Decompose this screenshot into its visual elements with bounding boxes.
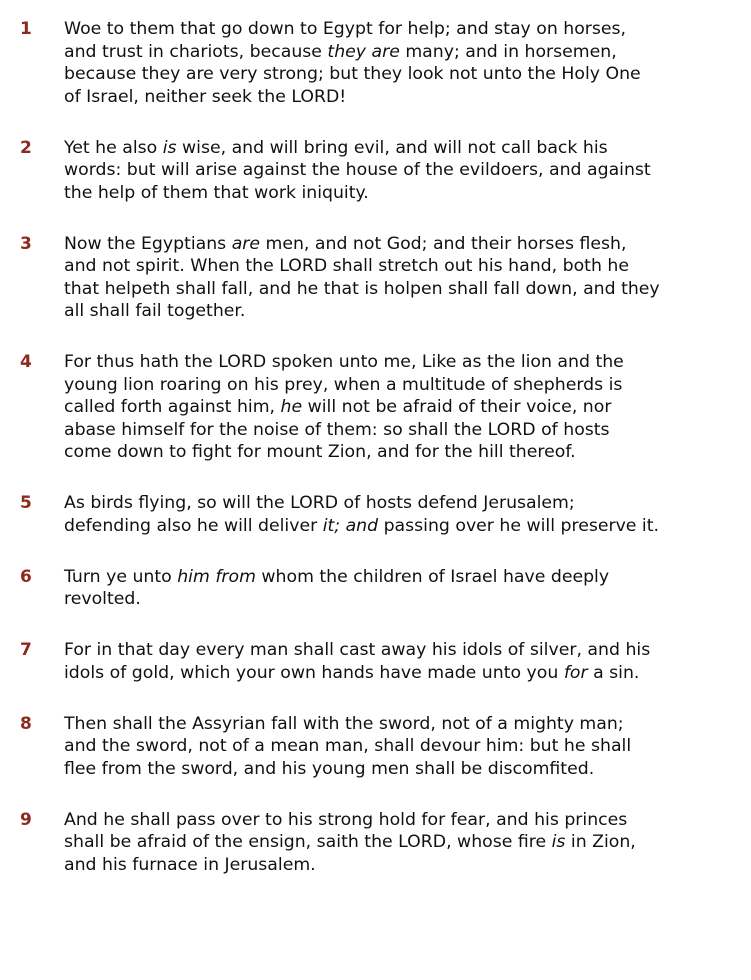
- verse: [0, 566, 751, 611]
- text-segment: of Israel, neither seek the LORD!: [64, 86, 347, 107]
- verse-line: [64, 662, 736, 685]
- verse: [0, 233, 751, 323]
- verse-text: [64, 233, 736, 323]
- text-segment: defending also he will deliver: [64, 515, 323, 536]
- text-segment: idols of gold, which your own hands have made unto you: [64, 662, 564, 683]
- verse-number: 7: [20, 640, 32, 660]
- verse-number: 3: [20, 233, 32, 254]
- verse-line: [64, 396, 736, 419]
- verse-line: [64, 831, 736, 854]
- text-segment: shall be afraid of the ensign, saith the LORD, whose fire: [64, 832, 552, 852]
- text-segment: men, and not God; and their horses flesh,: [260, 233, 627, 254]
- text-segment: Now the Egyptians: [64, 233, 232, 254]
- verse-text: [64, 713, 736, 781]
- verse-number: 9: [20, 809, 32, 830]
- verse-text: [64, 137, 736, 205]
- verse-line: [64, 735, 736, 758]
- text-segment: Woe to them that go down to Egypt for help; and stay on horses,: [64, 19, 627, 39]
- text-segment: and the sword, not of a mean man, shall devour him: but he shall: [64, 736, 632, 756]
- verse-line: [64, 374, 736, 397]
- verse-line: [64, 758, 736, 781]
- verse-number: 5: [20, 493, 32, 513]
- verse-number: 2: [20, 137, 32, 158]
- verse: [0, 137, 751, 205]
- verse-number: 8: [20, 713, 32, 734]
- verse-line: [64, 159, 736, 182]
- verse: [0, 351, 751, 464]
- verse-text: [64, 566, 736, 611]
- verse-number: 1: [20, 19, 32, 39]
- verse-line: [64, 713, 736, 736]
- text-segment: come down to fight for mount Zion, and for the hill thereof.: [64, 442, 576, 462]
- italic-text: he: [280, 397, 303, 417]
- verse-line: [64, 86, 736, 109]
- verse-line: [64, 233, 736, 256]
- verse-line: [64, 255, 736, 278]
- verse-line: [64, 300, 736, 323]
- verse: [0, 639, 751, 684]
- verse-line: [64, 137, 736, 160]
- verse-line: [64, 41, 736, 64]
- text-segment: For in that day every man shall cast away his idols of silver, and his: [64, 640, 651, 660]
- text-segment: will not be afraid of their voice, nor: [302, 397, 612, 417]
- verse-line: [64, 854, 736, 877]
- text-segment: revolted.: [64, 589, 141, 609]
- text-segment: the help of them that work iniquity.: [64, 182, 369, 203]
- verse-text: [64, 351, 736, 464]
- verse-line: [64, 809, 736, 832]
- verse-line: [64, 588, 736, 611]
- text-segment: because they are very strong; but they look not unto the Holy One: [64, 64, 641, 84]
- text-segment: in Zion,: [565, 832, 636, 852]
- italic-text: for: [563, 662, 588, 683]
- text-segment: Then shall the Assyrian fall with the sword, not of a mighty man;: [64, 713, 624, 734]
- verse: [0, 713, 751, 781]
- verse-line: [64, 419, 736, 442]
- verse-text: [64, 809, 736, 877]
- text-segment: that helpeth shall fall, and he that is holpen shall fall down, and they: [64, 278, 660, 299]
- text-segment: whom the children of Israel have deeply: [255, 566, 610, 587]
- text-segment: As birds flying, so will the LORD of hosts defend Jerusalem;: [64, 493, 575, 513]
- text-segment: For thus hath the LORD spoken unto me, Like as the lion and the: [64, 352, 624, 372]
- text-segment: and not spirit. When the LORD shall stretch out his hand, both he: [64, 256, 629, 276]
- verse-line: [64, 351, 736, 374]
- verse-number: 4: [20, 352, 32, 372]
- italic-text: are: [231, 233, 261, 254]
- text-segment: many; and in horsemen,: [399, 41, 617, 62]
- verse-line: [64, 492, 736, 515]
- verse-line: [64, 18, 736, 41]
- text-segment: called forth against him,: [64, 397, 281, 417]
- text-segment: flee from the sword, and his young men shall be discomfited.: [64, 758, 595, 779]
- verse-list: [0, 18, 751, 905]
- text-segment: Yet he also: [64, 137, 163, 158]
- italic-text: him from: [177, 566, 256, 587]
- italic-text: is: [162, 137, 177, 158]
- text-segment: Turn ye unto: [64, 566, 178, 587]
- text-segment: all shall fail together.: [64, 301, 246, 321]
- text-segment: abase himself for the noise of them: so shall the LORD of hosts: [64, 419, 610, 440]
- verse-line: [64, 515, 736, 538]
- text-segment: a sin.: [587, 662, 640, 683]
- italic-text: they are: [327, 41, 400, 62]
- text-segment: words: but will arise against the house of the evildoers, and against: [64, 160, 651, 180]
- text-segment: wise, and will bring evil, and will not call back his: [176, 137, 608, 158]
- text-segment: passing over he will preserve it.: [378, 515, 659, 536]
- verse-line: [64, 63, 736, 86]
- text-segment: and trust in chariots, because: [64, 41, 328, 62]
- verse: [0, 809, 751, 877]
- verse-text: [64, 18, 736, 108]
- verse-line: [64, 182, 736, 205]
- italic-text: is: [551, 832, 566, 852]
- text-segment: young lion roaring on his prey, when a multitude of shepherds is: [64, 374, 623, 395]
- text-segment: and his furnace in Jerusalem.: [64, 854, 316, 875]
- verse-line: [64, 566, 736, 589]
- verse: [0, 18, 751, 108]
- verse-line: [64, 278, 736, 301]
- verse-number: 6: [20, 566, 32, 587]
- verse-line: [64, 441, 736, 464]
- verse-text: [64, 639, 736, 684]
- verse-text: [64, 492, 736, 537]
- verse-line: [64, 639, 736, 662]
- italic-text: it; and: [322, 515, 379, 536]
- text-segment: And he shall pass over to his strong hold for fear, and his princes: [64, 809, 628, 830]
- verse: [0, 492, 751, 537]
